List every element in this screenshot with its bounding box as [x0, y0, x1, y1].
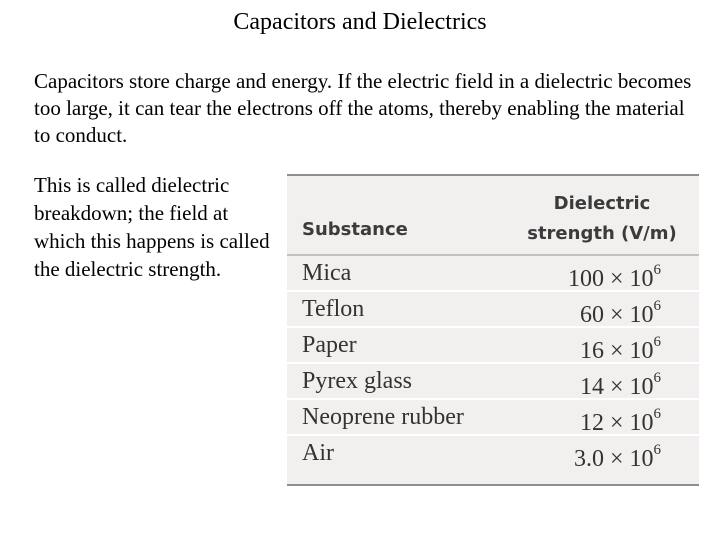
strength-mantissa: 100 × 10: [567, 266, 654, 292]
strength-exponent: 6: [653, 262, 661, 278]
column-header-substance: Substance: [302, 219, 408, 240]
strength-exponent: 6: [653, 334, 661, 350]
substance-cell: Pyrex glass: [302, 368, 412, 394]
substance-cell: Mica: [302, 260, 352, 286]
strength-cell: [580, 403, 661, 437]
strength-cell: [580, 331, 661, 365]
strength-exponent: 6: [653, 442, 661, 458]
strength-cell: [574, 439, 661, 473]
table-row: [287, 328, 699, 364]
strength-mantissa: 16 × 10: [579, 338, 654, 364]
table-row: [287, 436, 699, 470]
substance-cell: Teflon: [302, 296, 365, 322]
substance-cell: Neoprene rubber: [302, 404, 464, 430]
strength-mantissa: 3.0 × 10: [573, 446, 654, 472]
table-row: [287, 292, 699, 328]
strength-exponent: 6: [653, 406, 661, 422]
intro-paragraph: Capacitors store charge and energy. If the electric field in a dielectric becomes too large, it can tear the electrons off the atoms, thereby enabling the material to conduct.: [34, 69, 692, 147]
strength-cell: [568, 259, 661, 293]
column-header-strength-line1: Dielectric: [553, 193, 651, 214]
strength-cell: [580, 295, 661, 329]
strength-cell: [580, 367, 661, 401]
substance-cell: Paper: [302, 332, 357, 358]
table-row: [287, 364, 699, 400]
table-header: [287, 176, 699, 256]
column-header-strength-line2: strength (V/m): [527, 223, 677, 244]
slide-title: Capacitors and Dielectrics: [233, 9, 487, 35]
dielectric-strength-table: [287, 174, 699, 486]
table-row: [287, 256, 699, 292]
strength-mantissa: 14 × 10: [579, 374, 654, 400]
column-header-strength: [522, 189, 682, 249]
strength-exponent: 6: [653, 298, 661, 314]
strength-mantissa: 60 × 10: [579, 302, 654, 328]
breakdown-paragraph: This is called dielectric breakdown; the field at which this happens is called the dielectric strength.: [34, 173, 270, 281]
table-body: [287, 256, 699, 470]
strength-exponent: 6: [653, 370, 661, 386]
substance-cell: Air: [302, 440, 334, 466]
strength-mantissa: 12 × 10: [579, 410, 654, 436]
table-row: [287, 400, 699, 436]
